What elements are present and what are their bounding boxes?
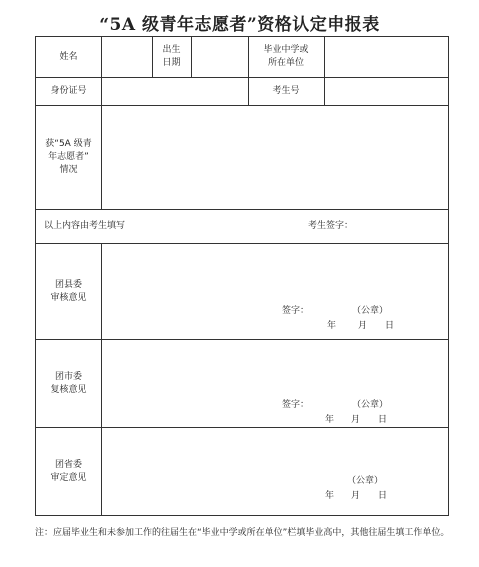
province-day-label: 日 [378,491,388,501]
county-signature-label: 签字： [282,306,310,316]
row-divider [36,209,448,210]
exam-number-label: 考生号 [272,86,300,96]
county-year-label: 年 [327,321,337,331]
award-status-label: 获“5A 级青 年志愿者” 情况 [45,139,92,175]
county-seal-label: （公章） [352,306,389,316]
city-seal-label: （公章） [352,400,389,410]
award-status-field[interactable] [102,106,448,209]
footnote: 注：应届毕业生和未参加工作的往届生在“毕业中学或所在单位”栏填毕业高中，其他往届生填工作单位。 [35,528,450,538]
applicant-signature-label: 考生签字： [308,221,354,231]
province-month-label: 月 [351,491,361,501]
application-form-table [35,36,449,516]
county-month-label: 月 [358,321,368,331]
school-label: 毕业中学或 所在单位 [263,45,309,68]
city-year-label: 年 [325,415,335,425]
province-review-field[interactable] [102,428,448,515]
county-review-label: 团县委 审核意见 [50,279,87,303]
name-label: 姓名 [59,51,78,62]
city-month-label: 月 [351,415,361,425]
city-review-field[interactable] [102,340,448,427]
form-title: “5A 级青年志愿者”资格认定申报表 [99,15,380,35]
city-review-label: 团市委 复核意见 [50,371,87,395]
county-review-field[interactable] [102,244,448,339]
school-field[interactable] [325,37,448,77]
name-field[interactable] [102,37,152,77]
id-number-label: 身份证号 [50,86,87,96]
county-day-label: 日 [385,321,395,331]
province-review-label: 团省委 审定意见 [50,459,87,483]
filled-by-applicant-text: 以上内容由考生填写 [44,221,126,231]
exam-number-field[interactable] [325,78,448,105]
province-year-label: 年 [325,491,335,501]
city-signature-label: 签字： [282,400,310,410]
birth-date-label: 出生 日期 [162,45,181,68]
city-day-label: 日 [378,415,388,425]
province-seal-label: （公章） [347,476,384,486]
id-number-field[interactable] [102,78,248,105]
birth-date-field[interactable] [192,37,248,77]
